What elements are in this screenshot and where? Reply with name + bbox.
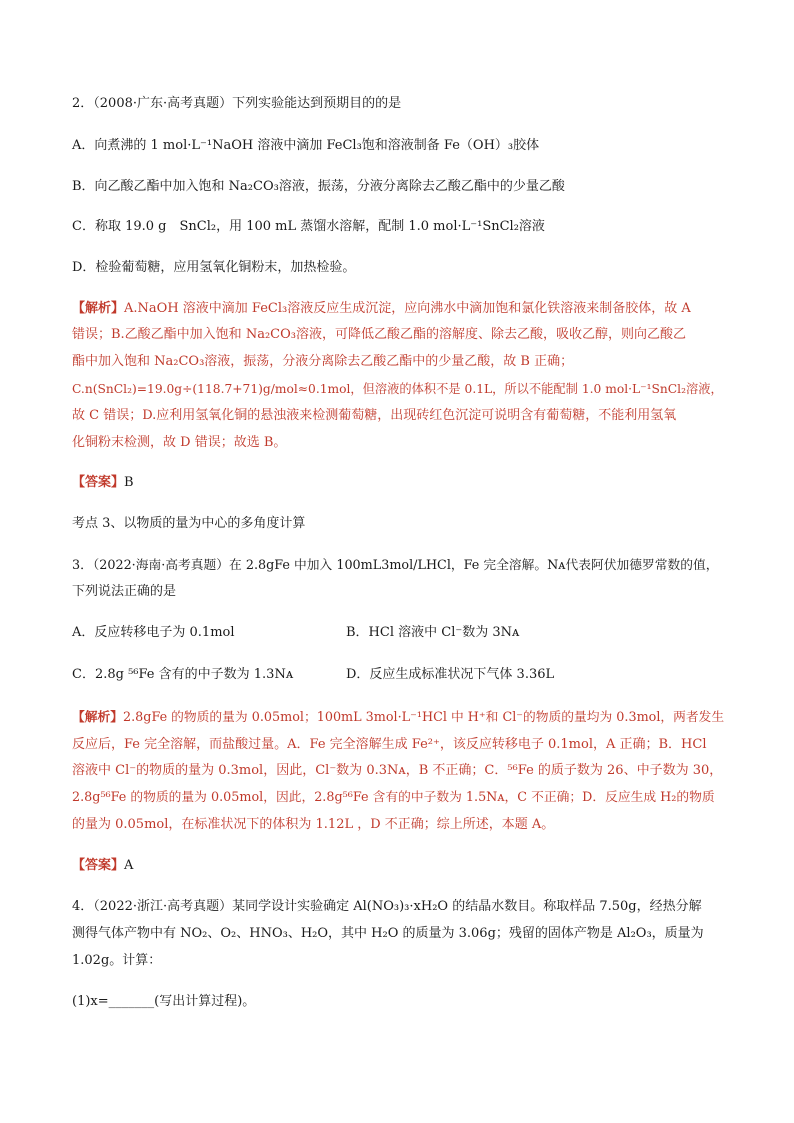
q3-option-c: C．2.8g ⁵⁶Fe 含有的中子数为 1.3Nᴀ: [72, 667, 294, 682]
q3-answer: [72, 857, 133, 875]
answer-label: 【答案】: [72, 858, 125, 873]
q3-analysis-line-1: 【解析】2.8gFe 的物质的量为 0.05mol；100mL 3mol·L⁻¹HCl 中 H⁺和 Cl⁻的物质的量均为 0.3mol，两者发生: [72, 710, 725, 725]
q3-stem-line-2: 下列说法正确的是: [72, 584, 177, 599]
q2-analysis-line-5: 故 C 错误；D.应利用氢氧化铜的悬浊液来检测葡萄糖，出现砖红色沉淀可说明含有葡萄糖，不能利用氢氧: [72, 408, 677, 423]
analysis-label: 【解析】: [72, 710, 123, 725]
q3-option-b: B．HCl 溶液中 Cl⁻数为 3Nᴀ: [346, 625, 520, 640]
q2-option-a: A．向煮沸的 1 mol·L⁻¹NaOH 溶液中滴加 FeCl₃饱和溶液制备 Fe（OH）₃胶体: [72, 138, 540, 153]
q3-option-d: D．反应生成标准状况下气体 3.36L: [346, 667, 555, 682]
q2-analysis-line-6: 化铜粉末检测，故 D 错误；故选 B。: [72, 435, 287, 450]
q3-analysis-line-5: 的量为 0.05mol，在标准状况下的体积为 1.12L ，D 不正确；综上所述，本题 A。: [72, 817, 555, 832]
q2-analysis-line-4: C.n(SnCl₂)=19.0g÷(118.7+71)g/mol≈0.1mol，但溶液的体积不是 0.1L，所以不能配制 1.0 mol·L⁻¹SnCl₂溶液，: [72, 382, 723, 396]
answer-label: 【答案】: [72, 475, 125, 490]
q2-analysis-line-2: 错误；B.乙酸乙酯中加入饱和 Na₂CO₃溶液，可降低乙酸乙酯的溶解度、除去乙酸，吸收乙醇，则向乙酸乙: [72, 327, 686, 342]
q2-analysis-line-1: 【解析】A.NaOH 溶液中滴加 FeCl₃溶液反应生成沉淀，应向沸水中滴加饱和氯化铁溶液来制备胶体，故 A: [72, 301, 691, 316]
q2-option-c: C．称取 19.0 g SnCl₂，用 100 mL 蒸馏水溶解，配制 1.0 mol·L⁻¹SnCl₂溶液: [72, 219, 545, 234]
q2-analysis-line-3: 酯中加入饱和 Na₂CO₃溶液，振荡，分液分离除去乙酸乙酯中的少量乙酸，故 B 正确；: [72, 354, 574, 369]
q2-option-d: D．检验葡萄糖，应用氢氧化铜粉末，加热检验。: [72, 260, 356, 275]
q3-option-a: A．反应转移电子为 0.1mol: [72, 625, 235, 640]
q2-stem: 2．（2008·广东·高考真题）下列实验能达到预期目的的是: [72, 96, 402, 111]
section-heading: 考点 3、以物质的量为中心的多角度计算: [72, 516, 306, 531]
answer-value: A: [124, 858, 134, 873]
q4-stem-line-1: 4．（2022·浙江·高考真题）某同学设计实验确定 Al(NO₃)₃·xH₂O 的结晶水数目。称取样品 7.50g，经热分解: [72, 899, 702, 914]
answer-value: B: [124, 475, 134, 490]
q2-option-b: B．向乙酸乙酯中加入饱和 Na₂CO₃溶液，振荡，分液分离除去乙酸乙酯中的少量乙酸: [72, 179, 565, 194]
q4-subquestion-1: (1)x=_______(写出计算过程)。: [72, 994, 256, 1009]
analysis-label: 【解析】: [72, 301, 125, 316]
q2-answer: [72, 474, 134, 492]
q3-analysis-line-2: 反应后，Fe 完全溶解，而盐酸过量。A．Fe 完全溶解生成 Fe²⁺，该反应转移电子 0.1mol，A 正确；B．HCl: [72, 737, 707, 752]
q3-analysis-line-3: 溶液中 Cl⁻的物质的量为 0.3mol，因此，Cl⁻数为 0.3Nᴀ，B 不正确；C．⁵⁶Fe 的质子数为 26、中子数为 30，: [72, 763, 723, 778]
q4-stem-line-3: 1.02g。计算：: [72, 953, 162, 968]
q3-analysis-line-4: 2.8g⁵⁶Fe 的物质的量为 0.05mol，因此，2.8g⁵⁶Fe 含有的中子数为 1.5Nᴀ，C 不正确；D．反应生成 H₂的物质: [72, 790, 715, 805]
q4-stem-line-2: 测得气体产物中有 NO₂、O₂、HNO₃、H₂O，其中 H₂O 的质量为 3.06g；残留的固体产物是 Al₂O₃，质量为: [72, 926, 704, 941]
q3-stem-line-1: 3．（2022·海南·高考真题）在 2.8gFe 中加入 100mL3mol/LHCl，Fe 完全溶解。Nᴀ代表阿伏加德罗常数的值，: [72, 558, 719, 573]
